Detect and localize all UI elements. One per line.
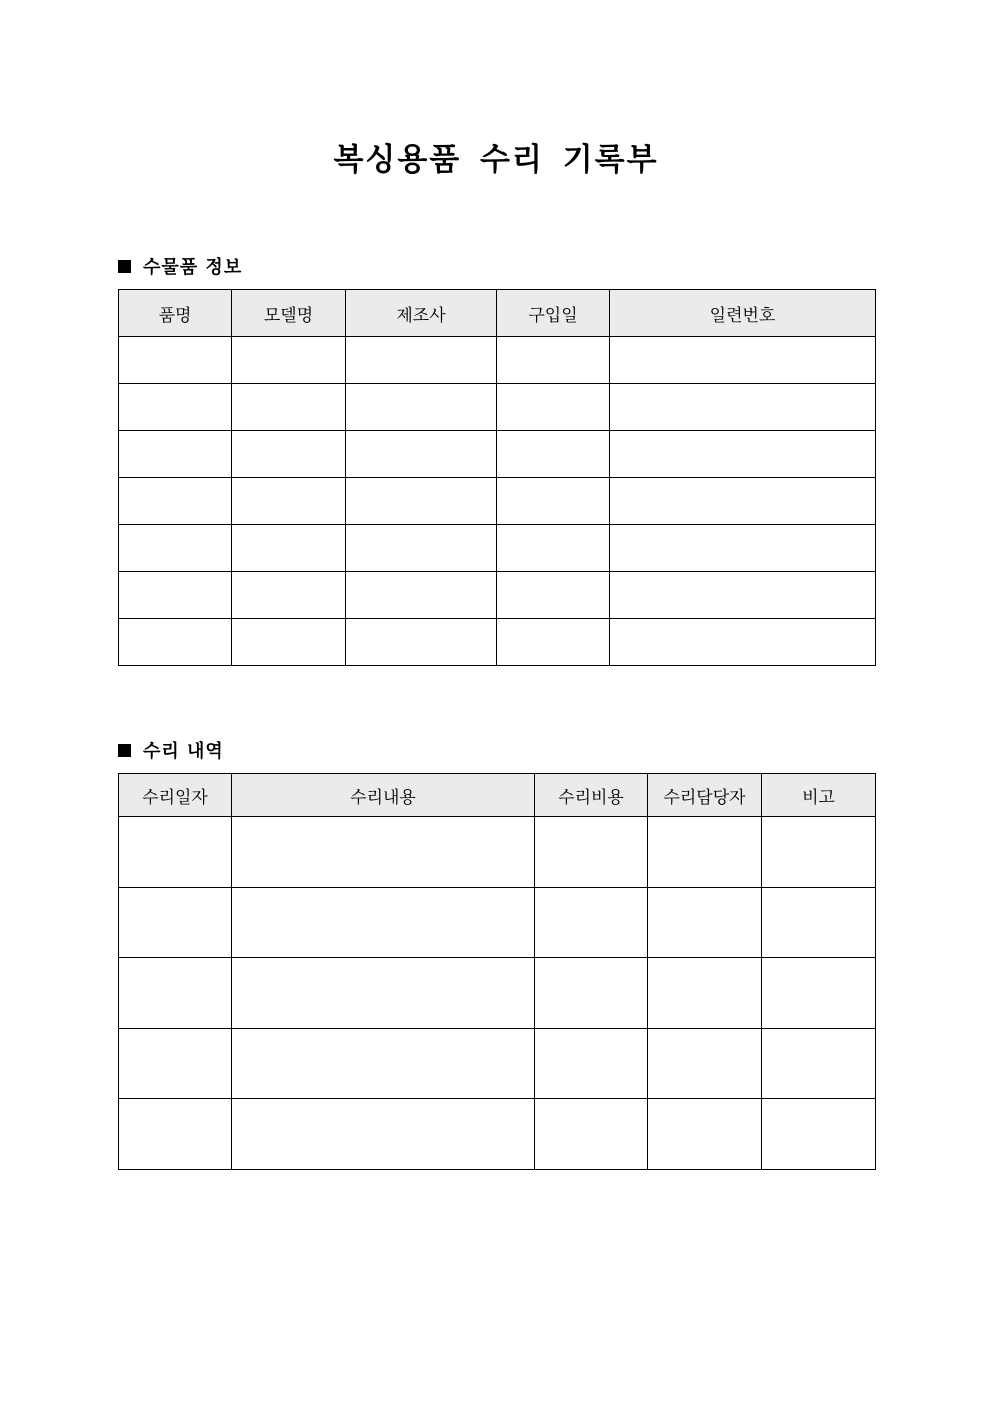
column-header-purchase-date: 구입일 (497, 290, 610, 337)
table-cell[interactable] (119, 431, 232, 478)
table-row (119, 619, 876, 666)
table-cell[interactable] (232, 572, 346, 619)
table-cell[interactable] (497, 619, 610, 666)
table-cell[interactable] (648, 1028, 762, 1099)
table-cell[interactable] (346, 619, 497, 666)
table-cell[interactable] (762, 1028, 876, 1099)
table-cell[interactable] (232, 887, 535, 958)
table-cell[interactable] (610, 478, 876, 525)
table-cell[interactable] (346, 572, 497, 619)
table-cell[interactable] (648, 1099, 762, 1170)
table-row (119, 887, 876, 958)
table-cell[interactable] (232, 1028, 535, 1099)
table-cell[interactable] (497, 384, 610, 431)
table-row (119, 525, 876, 572)
table-row (119, 431, 876, 478)
column-header-remarks: 비고 (762, 774, 876, 817)
table-cell[interactable] (232, 525, 346, 572)
table-cell[interactable] (535, 817, 648, 888)
table-cell[interactable] (535, 1099, 648, 1170)
table-cell[interactable] (762, 817, 876, 888)
table-cell[interactable] (535, 1028, 648, 1099)
table-cell[interactable] (232, 431, 346, 478)
table-cell[interactable] (610, 619, 876, 666)
table-cell[interactable] (232, 817, 535, 888)
table-cell[interactable] (610, 572, 876, 619)
table-cell[interactable] (119, 1099, 232, 1170)
column-header-serial-number: 일련번호 (610, 290, 876, 337)
table-cell[interactable] (346, 384, 497, 431)
table-cell[interactable] (497, 431, 610, 478)
section-heading-product-info (118, 253, 242, 279)
table-row (119, 1028, 876, 1099)
table-cell[interactable] (610, 384, 876, 431)
table-cell[interactable] (232, 1099, 535, 1170)
table-cell[interactable] (497, 525, 610, 572)
table-cell[interactable] (119, 958, 232, 1029)
table-row (119, 337, 876, 384)
table-cell[interactable] (346, 431, 497, 478)
table-cell[interactable] (497, 478, 610, 525)
table-cell[interactable] (232, 384, 346, 431)
square-bullet-icon (118, 260, 131, 273)
table-cell[interactable] (232, 619, 346, 666)
table-cell[interactable] (762, 1099, 876, 1170)
table-cell[interactable] (535, 887, 648, 958)
column-header-repair-date: 수리일자 (119, 774, 232, 817)
column-header-manufacturer: 제조사 (346, 290, 497, 337)
table-cell[interactable] (119, 337, 232, 384)
repair-history-table (118, 773, 876, 1170)
table-cell[interactable] (232, 478, 346, 525)
product-info-table (118, 289, 876, 666)
table-row (119, 817, 876, 888)
table-header-row (119, 290, 876, 337)
table-cell[interactable] (648, 887, 762, 958)
column-header-repair-cost: 수리비용 (535, 774, 648, 817)
table-cell[interactable] (119, 525, 232, 572)
table-cell[interactable] (232, 337, 346, 384)
table-cell[interactable] (610, 525, 876, 572)
table-cell[interactable] (119, 1028, 232, 1099)
table-row (119, 384, 876, 431)
column-header-repair-details: 수리내용 (232, 774, 535, 817)
square-bullet-icon (118, 744, 131, 757)
table-cell[interactable] (119, 887, 232, 958)
table-cell[interactable] (119, 817, 232, 888)
table-header-row (119, 774, 876, 817)
table-cell[interactable] (497, 572, 610, 619)
table-cell[interactable] (119, 572, 232, 619)
table-cell[interactable] (648, 958, 762, 1029)
table-cell[interactable] (762, 887, 876, 958)
table-cell[interactable] (648, 817, 762, 888)
column-header-repair-technician: 수리담당자 (648, 774, 762, 817)
table-cell[interactable] (610, 431, 876, 478)
column-header-model-name: 모델명 (232, 290, 346, 337)
table-cell[interactable] (346, 337, 497, 384)
table-cell[interactable] (610, 337, 876, 384)
section-heading-label: 수리 내역 (143, 741, 224, 762)
table-row (119, 958, 876, 1029)
table-cell[interactable] (119, 384, 232, 431)
table-cell[interactable] (346, 478, 497, 525)
table-cell[interactable] (232, 958, 535, 1029)
page-title: 복싱용품 수리 기록부 (333, 142, 659, 178)
table-cell[interactable] (497, 337, 610, 384)
table-cell[interactable] (535, 958, 648, 1029)
table-cell[interactable] (346, 525, 497, 572)
column-header-item-name: 품명 (119, 290, 232, 337)
table-cell[interactable] (762, 958, 876, 1029)
section-heading-repair-history (118, 737, 224, 763)
table-cell[interactable] (119, 619, 232, 666)
table-row (119, 572, 876, 619)
section-heading-label: 수물품 정보 (143, 257, 243, 278)
table-row (119, 1099, 876, 1170)
table-cell[interactable] (119, 478, 232, 525)
table-row (119, 478, 876, 525)
